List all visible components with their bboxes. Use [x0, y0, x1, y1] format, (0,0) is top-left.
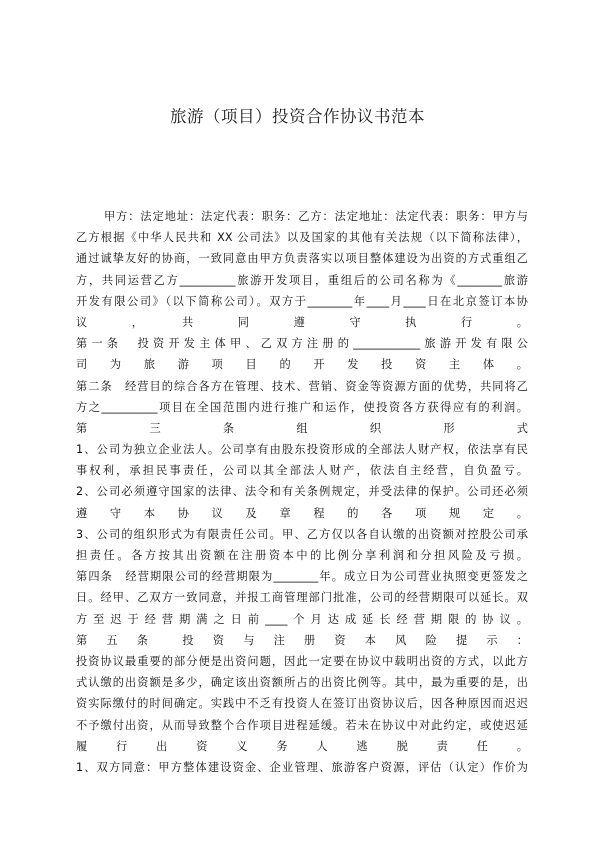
text-line: 第 五 条 投 资 与 注 册 资 本 风 险 提 示 ：: [76, 633, 528, 647]
text-line: 第二条 经营目的综合各方在管理、技术、营销、资金等资源方面的优势，共同将乙: [76, 379, 528, 393]
text-line: 乙方根据《中华人民共和 XX 公司法》以及国家的其他有关法规（以下简称法律），: [76, 231, 528, 245]
text-line: 式认缴的出资额是多少，确定该出资额所占的出资比例等。其中，最为重要的是，出: [76, 676, 528, 690]
text-line: 议 ， 共 同 遵 守 执 行 。: [76, 315, 528, 329]
text-line: 2、公司必须遵守国家的法律、法令和有关条例规定，并受法律的保护。公司还必须: [76, 485, 528, 499]
text-line: 方之__________项目在全国范围内进行推广和运作，使投资各方获得应有的利润。: [76, 400, 528, 414]
text-line: 第四条 经营期限公司的经营期限为________年。成立日为公司营业执照变更签发之: [76, 570, 528, 584]
text-line: 方至迟于经营期满之日前____个月达成延长经营期限的协议。: [76, 612, 528, 626]
text-line: 3、公司的组织形式为有限责任公司。甲、乙方仅以各自认缴的出资额对控股公司承: [76, 527, 528, 541]
document-title: 旅游（项目）投资合作协议书范本: [170, 107, 425, 126]
text-line: 日。经甲、乙双方一致同意，并报工商管理部门批准，公司的经营期限可以延长。双: [76, 591, 528, 605]
text-line: 事权利，承担民事责任，公司以其全部法人财产，依法自主经营，自负盈亏。: [76, 464, 528, 478]
text-line: 不予缴付出资，从而导致整个合作项目进程延缓。若未在协议中对此约定，或使迟延: [76, 718, 528, 732]
text-line: 履 行 出 资 义 务 人 逃 脱 责 任 。: [76, 739, 528, 753]
text-line: 第 三 条 组 织 形 式: [76, 421, 528, 435]
text-line: 遵 守 本 协 议 及 章 程 的 各 项 规 定 。: [76, 506, 528, 520]
text-line: 1、公司为独立企业法人。公司享有由股东投资形成的全部法人财产权，依法享有民: [76, 443, 528, 457]
text-line: 通过诚挚友好的协商，一致同意由甲方负责落实以项目整体建设为出资的方式重组乙: [76, 252, 528, 266]
text-line: 第一条 投资开发主体甲、乙双方注册的____________旅游开发有限公: [76, 337, 528, 351]
text-line: 1、双方同意：甲方整体建设资金、企业管理、旅游客户资源，评估（认定）作价为: [76, 760, 528, 774]
text-line: 司 为 旅 游 项 目 的 开 发 投 资 主 体 。: [76, 358, 528, 372]
text-line: 担责任。各方按其出资额在注册资本中的比例分享利润和分担风险及亏损。: [76, 549, 528, 562]
text-line: 投资协议最重要的部分便是出资问题，因此一定要在协议中载明出资的方式，以此方: [76, 654, 528, 668]
text-line: 甲方：法定地址：法定代表：职务：乙方：法定地址：法定代表：职务：甲方与: [104, 210, 528, 223]
text-line: 资实际缴付的时间确定。实践中不乏有投资人在签订出资协议后，因各种原因而迟迟: [76, 697, 528, 711]
text-line: 开发有限公司》（以下简称公司）。双方于________年____月____日在北京签订本协: [76, 294, 528, 308]
document-body: [76, 206, 528, 778]
text-line: 方，共同运营乙方__________旅游开发项目，重组后的公司名称为《________旅游: [76, 273, 528, 287]
